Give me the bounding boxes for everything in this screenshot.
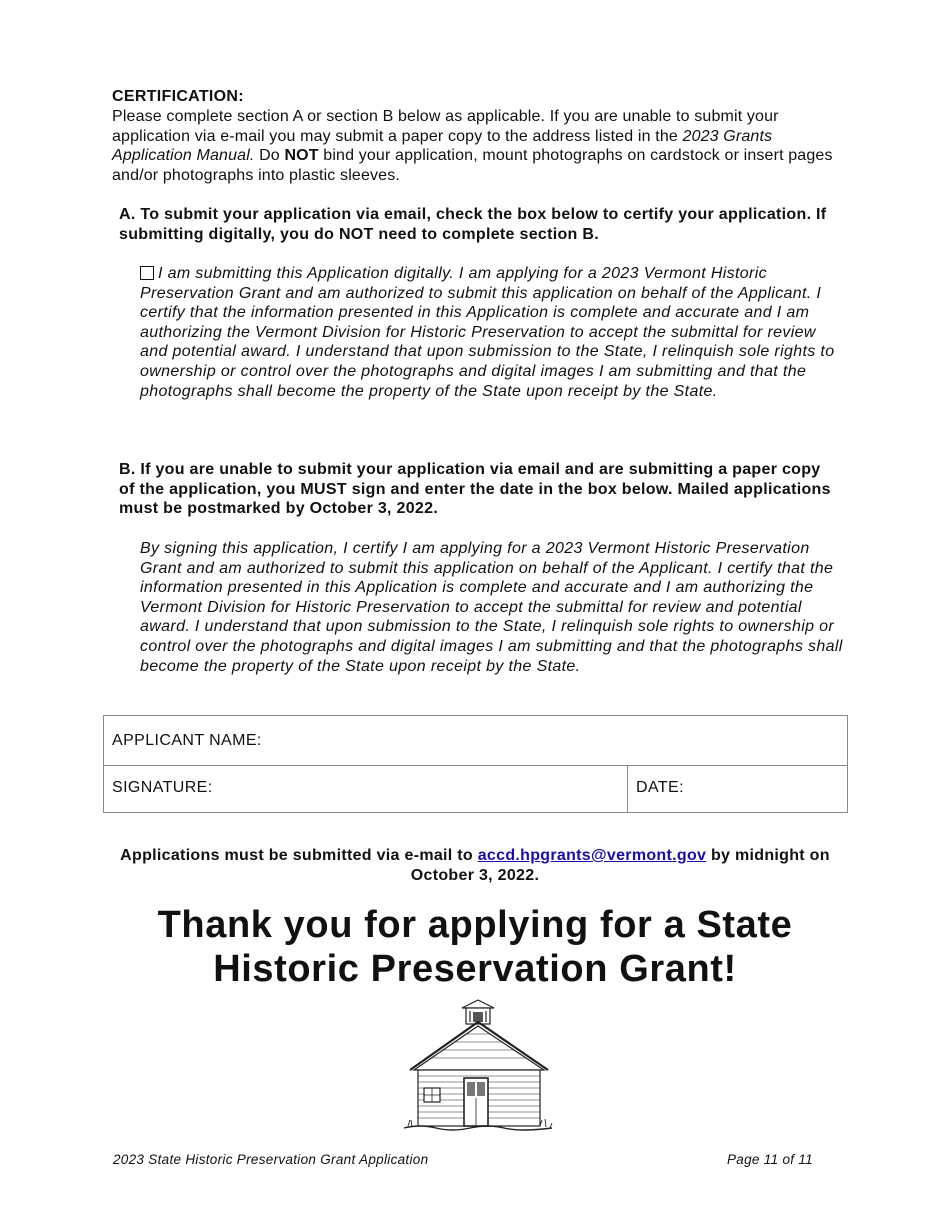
digital-certification-checkbox[interactable] <box>140 266 154 280</box>
thank-you-line-2: Historic Preservation Grant! <box>213 948 737 990</box>
date-label: DATE: <box>636 779 684 796</box>
signature-table <box>103 715 848 813</box>
signature-label: SIGNATURE: <box>112 779 213 796</box>
footer-document-title: 2023 State Historic Preservation Grant Application <box>113 1152 429 1167</box>
submission-note <box>112 846 838 885</box>
section-b-letter: B <box>119 461 131 478</box>
section-b-statement: By signing this application, I certify I am applying for a 2023 Vermont Historic Preservation Grant and am authorized to submit this application on behalf of the Applicant. I certify that the information presented in this Application is complete and accurate and I am authorizing the Vermont Division for Historic Preservation to accept the submittal for review and potential award. I understand that upon submission to the State, I relinquish sole rights to ownership or control over the photographs and digital images I am submitting and that the photographs shall become the property of the State upon receipt by the State. <box>140 540 843 675</box>
certification-intro <box>112 107 852 185</box>
submission-text-after: by midnight on October 3, 2022. <box>410 847 830 884</box>
section-b-title-text: . If you are unable to submit your application via email and are submitting a paper copy of the application, you MUST sign and enter the date in the box below. Mailed applications must be postmarked by October 3, 2022. <box>119 461 831 518</box>
date-cell[interactable] <box>627 766 848 812</box>
section-b-title <box>119 460 839 519</box>
submission-text-before: Applications must be submitted via e-mail to <box>120 847 478 864</box>
section-a-title: A. To submit your application via email, check the box below to certify your application. If submitting digitally, you do NOT need to complete section B. <box>119 206 827 243</box>
not-emphasis: NOT <box>284 147 319 165</box>
thank-you-line-1: Thank you for applying for a State <box>157 904 793 946</box>
applicant-name-row[interactable] <box>104 716 847 766</box>
certification-heading: CERTIFICATION: <box>112 88 244 105</box>
applicant-name-label: APPLICANT NAME: <box>112 732 262 749</box>
email-link[interactable]: accd.hpgrants@vermont.gov <box>477 847 707 864</box>
manual-title: 2023 Grants Application Manual. <box>112 127 773 165</box>
thank-you-heading <box>100 903 850 991</box>
intro-text-3: bind your application, mount photographs on cardstock or insert pages and/or photographs into plastic sleeves. <box>112 147 833 184</box>
schoolhouse-illustration <box>400 998 556 1134</box>
section-a-statement-text: I am submitting this Application digitally. I am applying for a 2023 Vermont Historic Preservation Grant and am authorized to submit this application on behalf of the Applicant. I certify that the information presented in this Application is complete and accurate and I am authorizing the Vermont Division for Historic Preservation to accept the submittal for review and potential award. I understand that upon submission to the State, I relinquish sole rights to ownership or control over the photographs and digital images I am submitting and that the photographs shall become the property of the State upon receipt by the State. <box>140 265 835 400</box>
footer-page-number: Page 11 of 11 <box>727 1152 813 1167</box>
signature-row <box>104 766 847 812</box>
intro-text-1: Please complete section A or section B below as applicable. If you are unable to submit your application via e-mail you may submit a paper copy to the address listed in the <box>112 108 779 145</box>
section-a-statement <box>140 264 840 401</box>
intro-text-2: Do <box>254 147 285 165</box>
